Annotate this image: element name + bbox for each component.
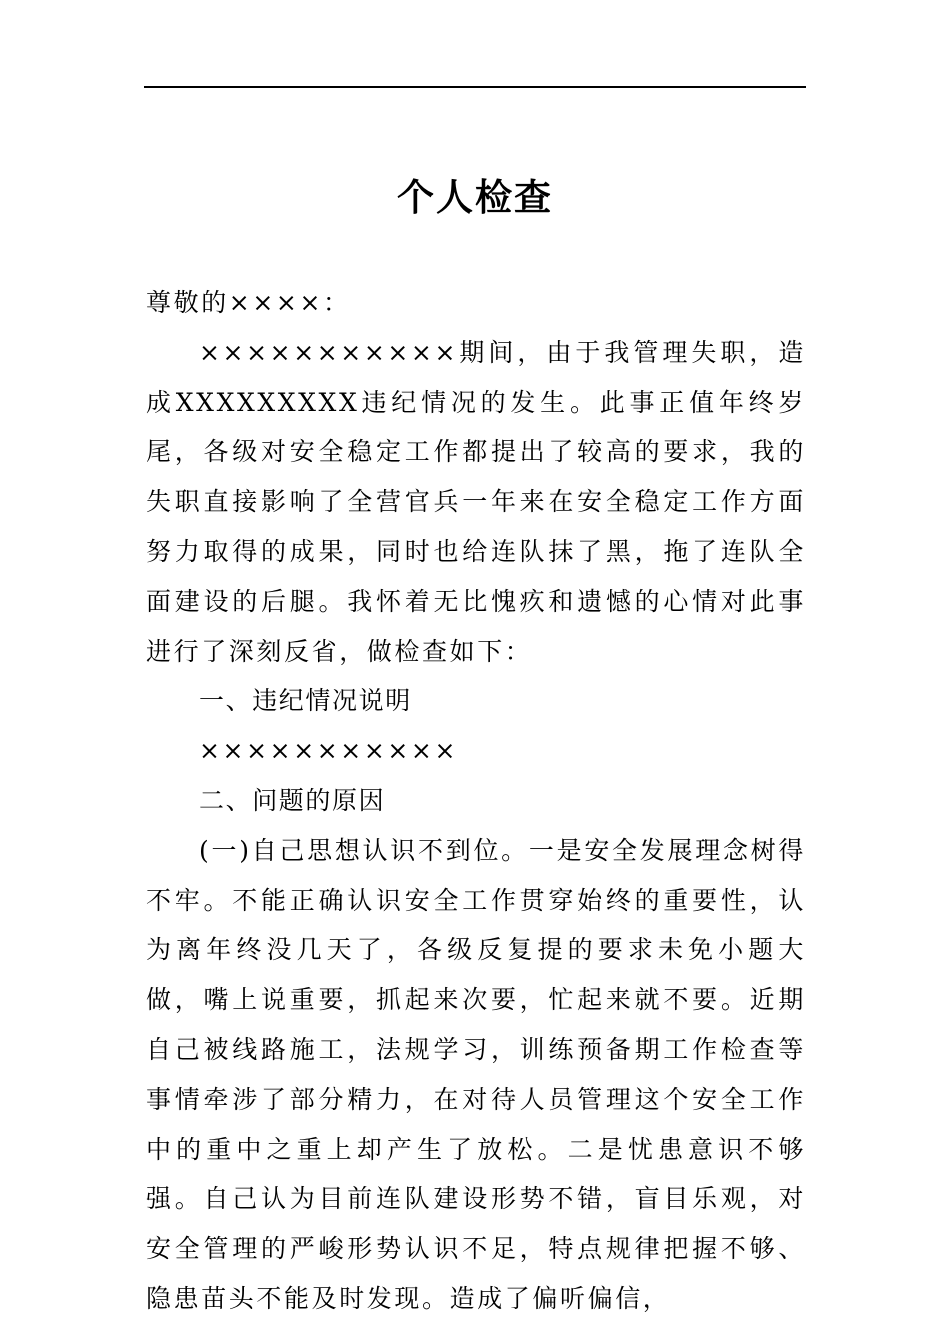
salutation: 尊敬的××××： <box>146 288 351 317</box>
header-rule <box>144 86 806 88</box>
section-2-heading: 二、问题的原因 <box>199 785 386 815</box>
intro-paragraph: ×××××××××××期间，由于我管理失职，造成XXXXXXXXX违纪情况的发生。此事正值年终岁尾，各级对安全稳定工作都提出了较高的要求，我的失职直接影响了全营官兵一年来在安全稳定工作方面努力取得的成果，同时也给连队抹了黑，拖了连队全面建设的后腿。我怀着无比愧疚和遗憾的心情对此事进行了深刻反省，做检查如下： <box>146 337 806 666</box>
section-2-paragraph: (一)自己思想认识不到位。一是安全发展理念树得不牢。不能正确认识安全工作贯穿始终的重要性，认为离年终没几天了，各级反复提的要求未免小题大做，嘴上说重要，抓起来次要，忙起来就不要。近期自己被线路施工，法规学习，训练预备期工作检查等事情牵涉了部分精力，在对待人员管理这个安全工作中的重中之重上却产生了放松。二是忧患意识不够强。自己认为目前连队建设形势不错，盲目乐观，对安全管理的严峻形势认识不足，特点规律把握不够、隐患苗头不能及时发现。造成了偏听偏信， <box>146 835 806 1313</box>
document-title: 个人检查 <box>397 176 553 219</box>
document-body <box>146 278 806 1324</box>
section-1-heading: 一、违纪情况说明 <box>199 686 412 716</box>
section-1-body: ××××××××××× <box>199 736 459 766</box>
